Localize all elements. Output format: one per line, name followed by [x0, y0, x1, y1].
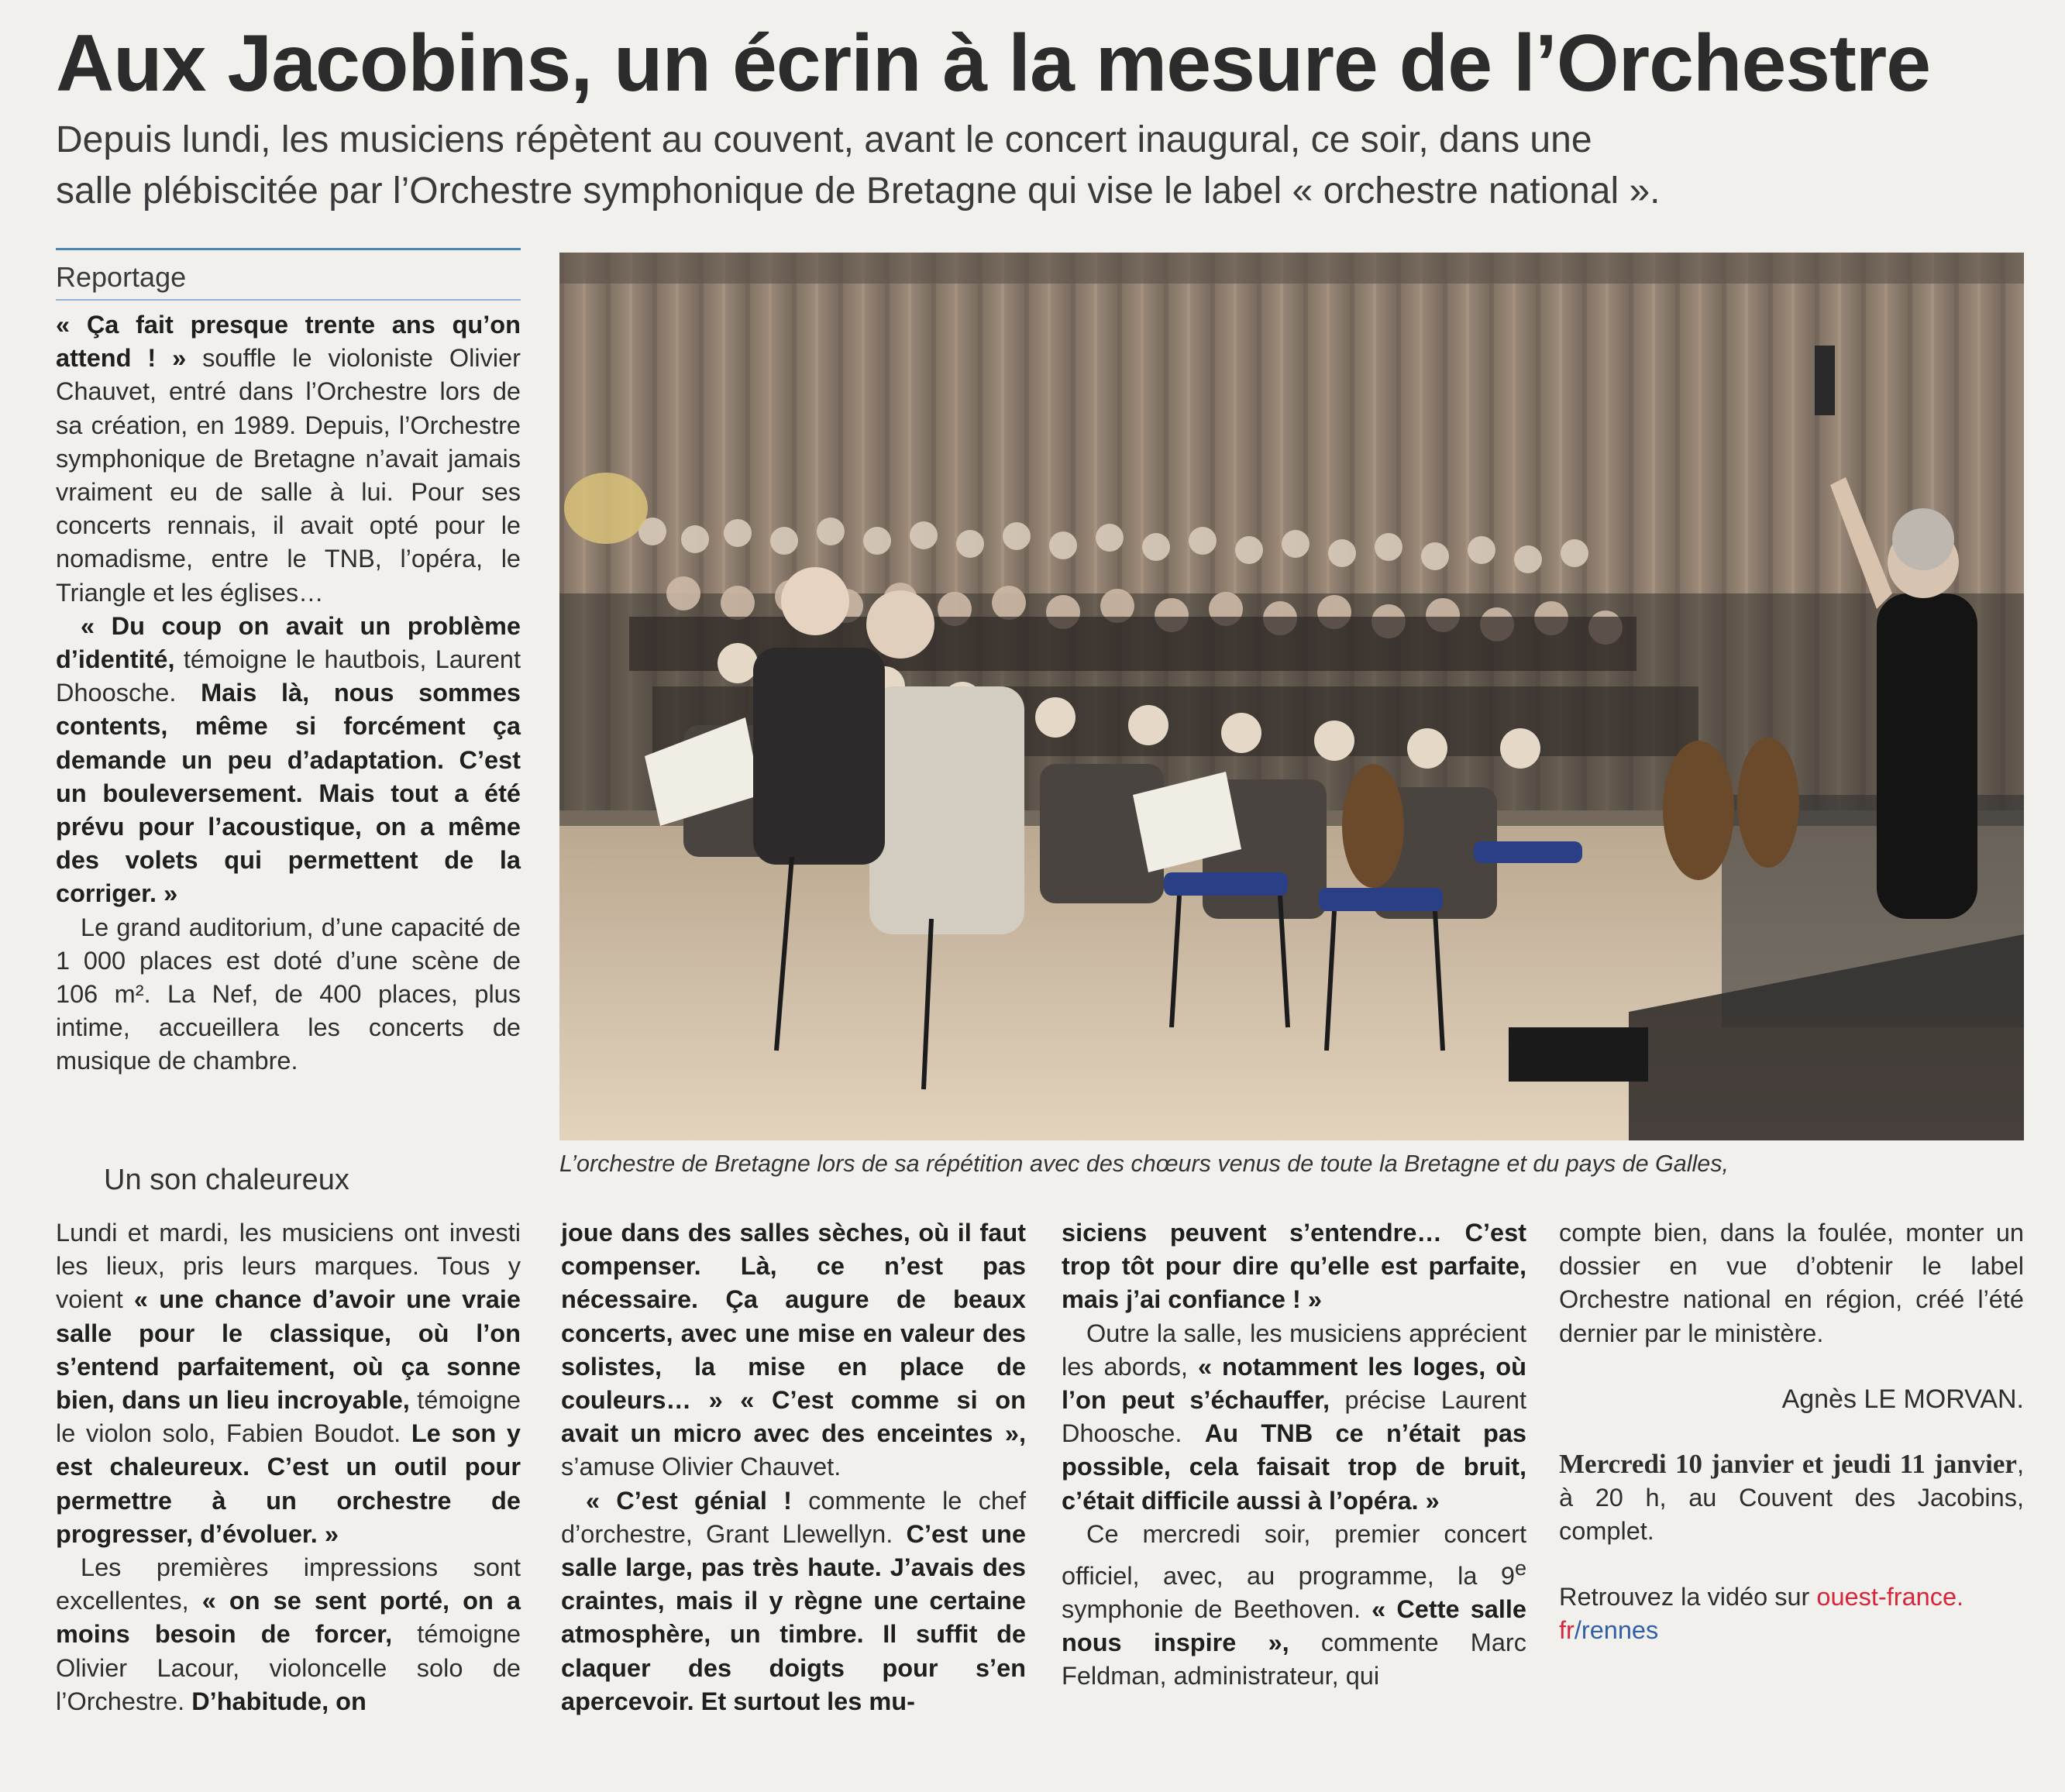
website-link-tld[interactable]: fr — [1559, 1616, 1575, 1645]
quote: C’est une salle large, pas très haute. J’avais des craintes, mais il y règne une certaine atmosphère, un timbre. Il suffit de claquer des doigts pour s’en apercevoir. Et surtout les mu- — [561, 1519, 1026, 1715]
quote: « notamment les loges, où l’on peut s’échauffer, — [1062, 1352, 1527, 1415]
body-column-1 — [56, 1216, 521, 1718]
quote: « une chance d’avoir une vraie salle pour le classique, où l’on s’entend parfaitement, où ça sonne bien, dans un lieu incroyable, — [56, 1285, 521, 1415]
body-paragraph — [1062, 1216, 1526, 1317]
quote: « Du coup on avait un problème d’identité, — [56, 611, 521, 674]
body-paragraph: « C’est génial ! commente le chef d’orchestre, Grant Llewellyn. C’est une salle large, pas très haute. J’avais des craintes, mais il y règne une certaine atmosphère, un timbre. Il suffit de claquer des doigts pour s’en apercevoir. Et surtout les mu- — [561, 1486, 1026, 1715]
section-subhead: Un son chaleureux — [104, 1164, 349, 1196]
online-link-note: Retrouvez la vidéo sur ouest-france. fr/rennes — [1559, 1583, 1964, 1645]
event-dates: Mercredi 10 janvier et jeudi 11 janvier — [1559, 1449, 2017, 1479]
body-column-3 — [1062, 1216, 1526, 1694]
body-paragraph: compte bien, dans la foulée, monter un dossier en vue d’obtenir le label Orchestre national en région, créé l’été dernier par le ministère. — [1559, 1219, 2024, 1347]
quote: Au TNB ce n’était pas possible, cela faisait trop de bruit, c’était difficile aussi à l’opéra. » — [1062, 1419, 1527, 1515]
body-paragraph: Lundi et mardi, les musiciens ont investi les lieux, pris leurs marques. Tous y voient « une chance d’avoir une vraie salle pour le classique, où l’on s’entend parfaitement, où ça sonne bien, dans un lieu incroyable, témoigne le violon solo, Fabien Boudot. Le son y est chaleureux. C’est un outil pour permettre à un orchestre de progresser, d’évoluer. » — [56, 1219, 521, 1548]
event-info: Mercredi 10 janvier et jeudi 11 janvier, à 20 h, au Couvent des Jacobins, complet. — [1559, 1449, 2024, 1546]
quote: joue dans des salles sèches, où il faut compenser. Là, ce n’est pas nécessaire. Ça augure de beaux concerts, avec une mise en valeur des solistes, la mise en place de couleurs… » — [561, 1219, 1026, 1415]
quote: Le son y est chaleureux. C’est un outil pour permettre à un orchestre de progresser, d’évoluer. » — [56, 1419, 521, 1548]
intro-paragraph-3: Le grand auditorium, d’une capacité de 1 000 places est doté d’une scène de 106 m². La Nef, de 400 places, plus intime, accueillera les concerts de musique de chambre. — [56, 913, 521, 1075]
quote: D’habitude, on — [191, 1687, 367, 1715]
rubric-label: Reportage — [56, 261, 187, 293]
intro-paragraph-1: « Ça fait presque trente ans qu’on attend ! » souffle le violoniste Olivier Chauvet, entré dans l’Orchestre lors de sa création, en 1989. Depuis, l’Orchestre symphonique de Bretagne n’avait jamais vraiment eu de salle à lui. Pour ses concerts rennais, il avait opté pour le nomadisme, entre le TNB, l’opéra, le Triangle et les églises… — [56, 311, 521, 607]
body-paragraph: Les premières impressions sont excellentes, « on se sent porté, on a moins besoin de forcer, témoigne Olivier Lacour, violoncelle solo de l’Orchestre. D’habitude, on — [56, 1553, 521, 1715]
author-signature: Agnès LE MORVAN. — [1781, 1384, 2024, 1414]
quote: Mais là, nous sommes contents, même si forcément ça demande un peu d’adaptation. C’est un bouleversement. Mais tout a été prévu pour l’acoustique, on a même des volets qui permettent de la corriger. » — [56, 679, 521, 908]
orchestra-photo-illustration — [559, 253, 2024, 1140]
rubric-rule-bottom — [56, 299, 521, 301]
quote: « Cette salle nous inspire », — [1062, 1595, 1526, 1657]
quote: « C’est comme si on avait un micro avec des enceintes », — [561, 1386, 1026, 1448]
orchestra-photo — [559, 253, 2024, 1140]
body-column-4 — [1559, 1216, 2024, 1350]
rubric-rule-top — [56, 248, 521, 250]
body-paragraph: Outre la salle, les musiciens apprécient les abords, « notamment les loges, où l’on peut s’échauffer, précise Laurent Dhoosche. Au TNB ce n’était pas possible, cela faisait trop de bruit, c’était difficile aussi à l’opéra. » — [1062, 1319, 1527, 1515]
article-title: Aux Jacobins, un écrin à la mesure de l’Orchestre — [56, 19, 1931, 108]
website-link[interactable]: ouest-france. — [1816, 1583, 1964, 1611]
article-lead — [56, 115, 1993, 217]
website-link-path[interactable]: /rennes — [1574, 1616, 1659, 1645]
body-column-2 — [561, 1216, 1026, 1718]
quote: « Ça fait presque trente ans qu’on attend ! » — [56, 311, 521, 373]
lead-line-1: Depuis lundi, les musiciens répètent au couvent, avant le concert inaugural, ce soir, dans une — [56, 119, 1592, 160]
photo-caption: L’orchestre de Bretagne lors de sa répétition avec des chœurs venus de toute la Bretagne et du pays de Galles, — [559, 1151, 1729, 1177]
intro-paragraph-2: « Du coup on avait un problème d’identité, témoigne le hautbois, Laurent Dhoosche. Mais là, nous sommes contents, même si forcément ça demande un peu d’adaptation. C’est un bouleversement. Mais tout a été prévu pour l’acoustique, on a même des volets qui permettent de la corriger. » — [56, 611, 521, 908]
lead-line-2: salle plébiscitée par l’Orchestre symphonique de Bretagne qui vise le label « orchestre national ». — [56, 170, 1661, 212]
quote: « C’est génial ! — [586, 1486, 792, 1515]
body-paragraph: Ce mercredi soir, premier concert officiel, avec, au programme, la 9e symphonie de Beethoven. « Cette salle nous inspire », commente Marc Feldman, administrateur, qui — [1062, 1519, 1526, 1691]
quote: siciens peuvent s’entendre… C’est trop tôt pour dire qu’elle est parfaite, mais j’ai confiance ! » — [1062, 1219, 1526, 1314]
quote: « on se sent porté, on a moins besoin de forcer, — [56, 1587, 521, 1649]
intro-column — [56, 308, 521, 1078]
body-paragraph: joue dans des salles sèches, où il faut compenser. Là, ce n’est pas nécessaire. Ça augure de beaux concerts, avec une mise en valeur des solistes, la mise en place de couleurs… » « C’est comme si on avait un micro avec des enceintes », s’amuse Olivier Chauvet. — [561, 1219, 1026, 1481]
